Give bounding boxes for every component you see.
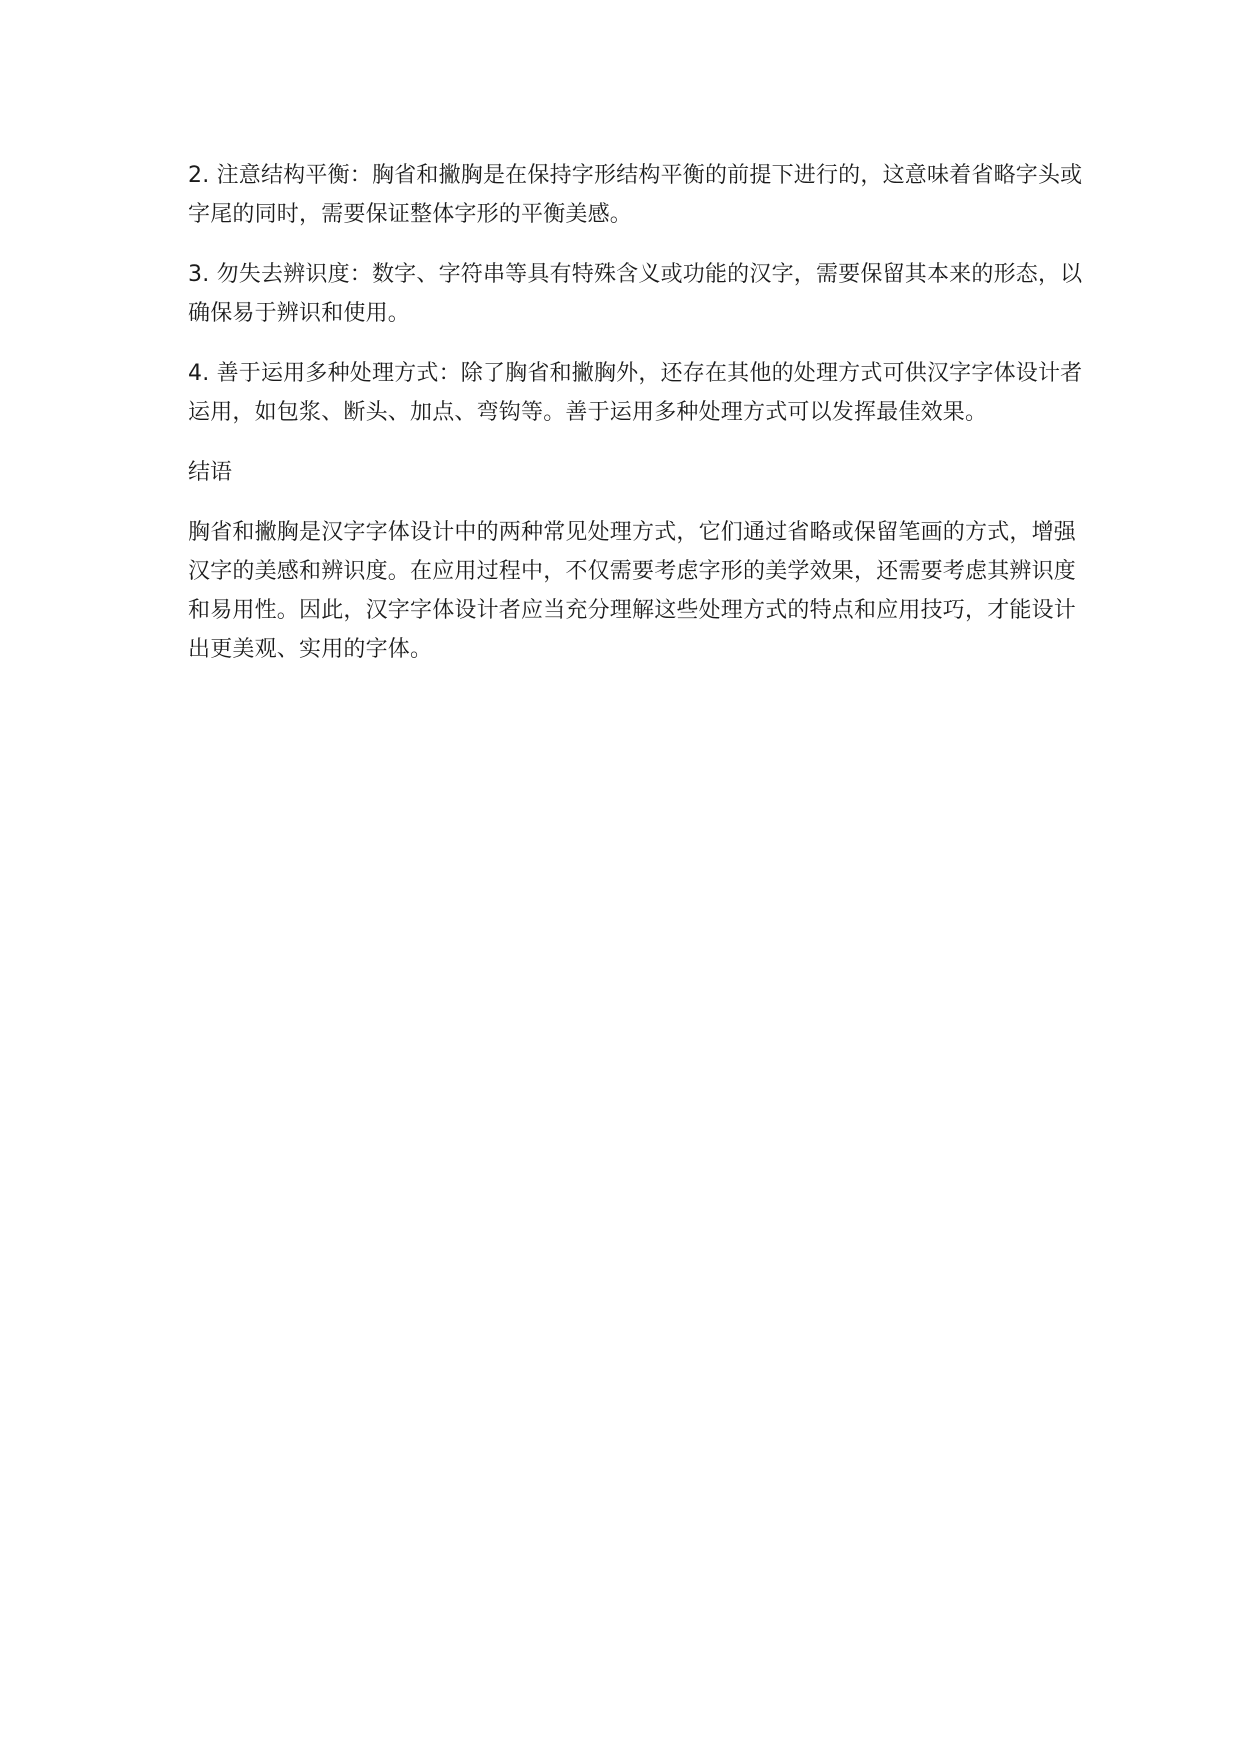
paragraph-processing-methods: 4. 善于运用多种处理方式：除了胸省和撇胸外，还存在其他的处理方式可供汉字字体设计者运用，如包浆、断头、加点、弯钩等。善于运用多种处理方式可以发挥最佳效果。 <box>188 361 1083 425</box>
paragraph-recognizability: 3. 勿失去辨识度：数字、字符串等具有特殊含义或功能的汉字，需要保留其本来的形态，以确保易于辨识和使用。 <box>188 262 1083 326</box>
conclusion-heading: 结语 <box>188 460 233 485</box>
conclusion-paragraph: 胸省和撇胸是汉字字体设计中的两种常见处理方式，它们通过省略或保留笔画的方式，增强汉字的美感和辨识度。在应用过程中，不仅需要考虑字形的美学效果，还需要考虑其辨识度和易用性。因此，汉字字体设计者应当充分理解这些处理方式的特点和应用技巧，才能设计出更美观、实用的字体。 <box>188 520 1077 662</box>
document-page <box>188 156 1093 690</box>
paragraph-structure-balance: 2. 注意结构平衡：胸省和撇胸是在保持字形结构平衡的前提下进行的，这意味着省略字头或字尾的同时，需要保证整体字形的平衡美感。 <box>188 163 1083 227</box>
